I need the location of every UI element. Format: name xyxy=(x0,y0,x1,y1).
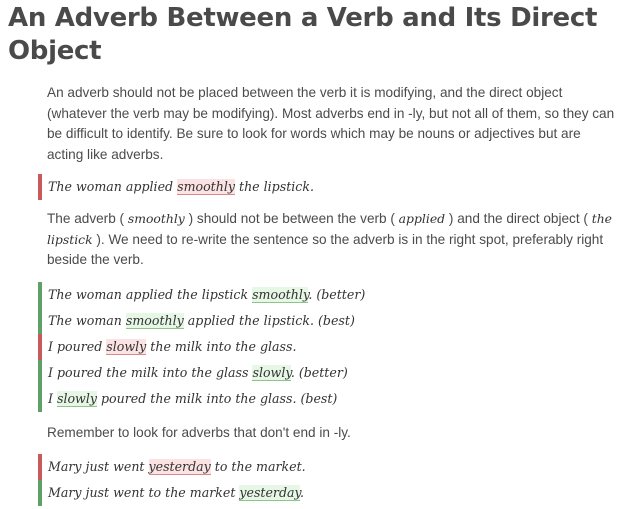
adverb-highlight: yesterday xyxy=(239,485,300,500)
intro-paragraph: An adverb should not be placed between the verb it is modifying, and the direct object (whatever the verb may be modifying). Most adverbs end in -ly, but not all of them, so they can be difficult to identify. Be sure to look for words which may be nouns or adjectives but are acting like adverbs. xyxy=(47,85,615,162)
examples-group-2 xyxy=(38,282,618,412)
example-text: I xyxy=(48,390,57,406)
example-text: applied the lipstick. (best) xyxy=(183,312,355,328)
example-text: the milk into the glass. xyxy=(146,338,297,354)
example-text: The woman applied xyxy=(48,179,178,194)
example-correct-better xyxy=(38,282,618,308)
example-correct xyxy=(38,480,618,506)
example-correct-best xyxy=(38,308,618,334)
example-text: The woman xyxy=(48,312,126,328)
example-incorrect xyxy=(38,334,618,360)
example-incorrect xyxy=(38,174,618,200)
example-text: the lipstick. xyxy=(235,179,314,194)
inline-example-verb: applied xyxy=(398,211,446,226)
example-text: . xyxy=(299,485,304,500)
article-content xyxy=(38,83,618,506)
adverb-highlight: slowly xyxy=(252,364,291,380)
adverb-highlight: slowly xyxy=(106,338,147,354)
explanation-text: The adverb ( xyxy=(47,211,128,226)
inline-example-adverb: smoothly xyxy=(127,211,185,226)
example-text: . (better) xyxy=(308,286,366,302)
example-text: to the market. xyxy=(210,459,306,474)
example-text: Mary just went to the market xyxy=(48,485,240,500)
adverb-highlight: smoothly xyxy=(125,312,184,328)
adverb-highlight: smoothly xyxy=(252,286,309,302)
example-correct-best xyxy=(38,386,618,412)
adverb-highlight: slowly xyxy=(56,390,97,406)
example-text: I poured the milk into the glass xyxy=(48,364,253,380)
explanation-text: ). We need to re-write the sentence so the adverb is in the right spot, preferably right beside the verb. xyxy=(47,231,604,267)
example-text: I poured xyxy=(48,338,107,354)
inline-example-object: the lipstick xyxy=(47,211,613,247)
explanation-paragraph xyxy=(47,209,618,271)
example-text: The woman applied the lipstick xyxy=(48,286,253,302)
explanation-text: ) should not be between the verb ( xyxy=(184,211,399,226)
adverb-highlight: yesterday xyxy=(148,459,211,474)
examples-group-3 xyxy=(38,454,618,506)
example-correct-better xyxy=(38,360,618,386)
adverb-highlight: smoothly xyxy=(177,179,235,194)
example-text: . (better) xyxy=(290,364,348,380)
example-text: poured the milk into the glass. (best) xyxy=(96,390,338,406)
page-title: An Adverb Between a Verb and Its Direct Object xyxy=(8,3,598,66)
example-text: Mary just went xyxy=(48,459,149,474)
explanation-text: ) and the direct object ( xyxy=(445,211,592,226)
reminder-paragraph: Remember to look for adverbs that don't end in -ly. xyxy=(47,424,351,440)
example-incorrect xyxy=(38,454,618,480)
